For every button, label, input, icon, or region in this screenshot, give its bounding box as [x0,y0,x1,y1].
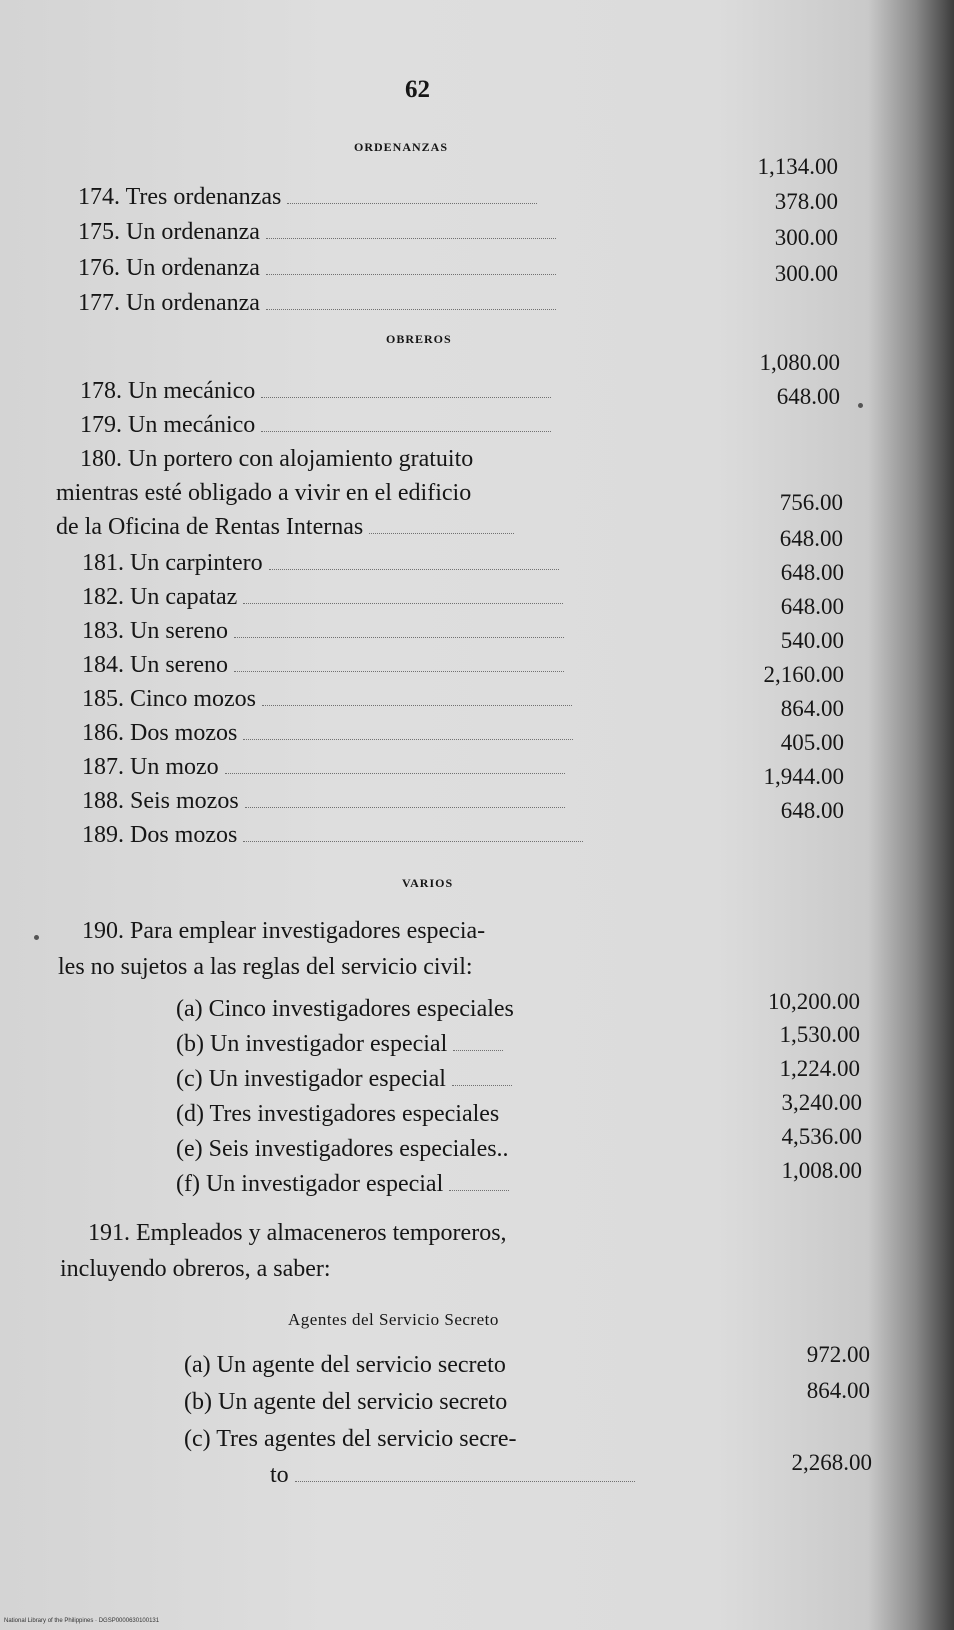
line-item: 188. Seis mozos [82,788,565,815]
line-item: 183. Un sereno [82,618,564,645]
line-item: (c) Un investigador especial [176,1066,512,1093]
line-item: 178. Un mecánico [80,378,551,405]
line-item: 175. Un ordenanza [78,219,556,246]
amount-value: 972.00 [806,1342,870,1367]
line-item: (e) Seis investigadores especiales.. [176,1136,509,1162]
line-item: 179. Un mecánico [80,412,551,439]
amount-value: 2,160.00 [763,662,844,687]
amount-value: 648.00 [779,526,843,551]
amount-value: 540.00 [780,628,844,653]
page-number: 62 [405,76,430,103]
amount-value: 1,008.00 [781,1158,862,1183]
line-item: (f) Un investigador especial [176,1171,509,1198]
line-item: 184. Un sereno [82,652,564,679]
line-item: (c) Tres agentes del servicio secre- [184,1426,517,1452]
amount-value: 300.00 [774,261,838,286]
line-item: (d) Tres investigadores especiales [176,1101,500,1127]
footer-credit: National Library of the Philippines · DGSP0000630100131 [4,1618,160,1624]
line-item: (b) Un investigador especial [176,1031,503,1058]
amount-value: 1,944.00 [763,764,844,789]
line-item: incluyendo obreros, a saber: [60,1256,331,1282]
scan-speck [858,403,863,408]
line-item: 189. Dos mozos [82,822,583,849]
amount-value: 378.00 [774,189,838,214]
line-item: to [270,1462,635,1489]
amount-value: 4,536.00 [781,1124,862,1149]
amount-value: 1,224.00 [779,1056,860,1081]
line-item: 182. Un capataz [82,584,563,611]
section-heading-agentes: Agentes del Servicio Secreto [288,1310,499,1329]
amount-value: 10,200.00 [768,989,860,1014]
line-item: (b) Un agente del servicio secreto [184,1389,508,1415]
line-item: 177. Un ordenanza [78,290,556,317]
line-item: 190. Para emplear investigadores especia- [82,918,486,944]
amount-value: 1,530.00 [779,1022,860,1047]
amount-value: 3,240.00 [781,1090,862,1115]
amount-value: 405.00 [780,730,844,755]
section-heading-ordenanzas: ORDENANZAS [354,140,449,154]
line-item: 181. Un carpintero [82,550,559,577]
amount-value: 648.00 [776,384,840,409]
amount-value: 1,080.00 [759,350,840,375]
line-item: 187. Un mozo [82,754,565,781]
scan-speck [34,935,39,940]
amount-value: 648.00 [780,594,844,619]
line-item: 174. Tres ordenanzas [78,184,537,211]
line-item: (a) Un agente del servicio secreto [184,1352,506,1378]
line-item: mientras esté obligado a vivir en el edificio [56,480,472,506]
amount-value: 864.00 [780,696,844,721]
line-item: de la Oficina de Rentas Internas [56,514,514,541]
line-item: (a) Cinco investigadores especiales [176,996,514,1022]
amount-value: 2,268.00 [791,1450,872,1475]
section-heading-varios: VARIOS [402,876,454,890]
amount-value: 864.00 [806,1378,870,1403]
line-item: 180. Un portero con alojamiento gratuito [80,446,474,472]
amount-value: 756.00 [779,490,843,515]
amount-value: 648.00 [780,798,844,823]
amount-value: 1,134.00 [757,154,838,179]
line-item: 191. Empleados y almaceneros temporeros, [88,1220,507,1246]
line-item: 186. Dos mozos [82,720,573,747]
line-item: 176. Un ordenanza [78,255,556,282]
line-item: 185. Cinco mozos [82,686,572,713]
line-item: les no sujetos a las reglas del servicio civil: [58,954,473,980]
amount-value: 300.00 [774,225,838,250]
amount-value: 648.00 [780,560,844,585]
section-heading-obreros: OBREROS [386,332,452,346]
